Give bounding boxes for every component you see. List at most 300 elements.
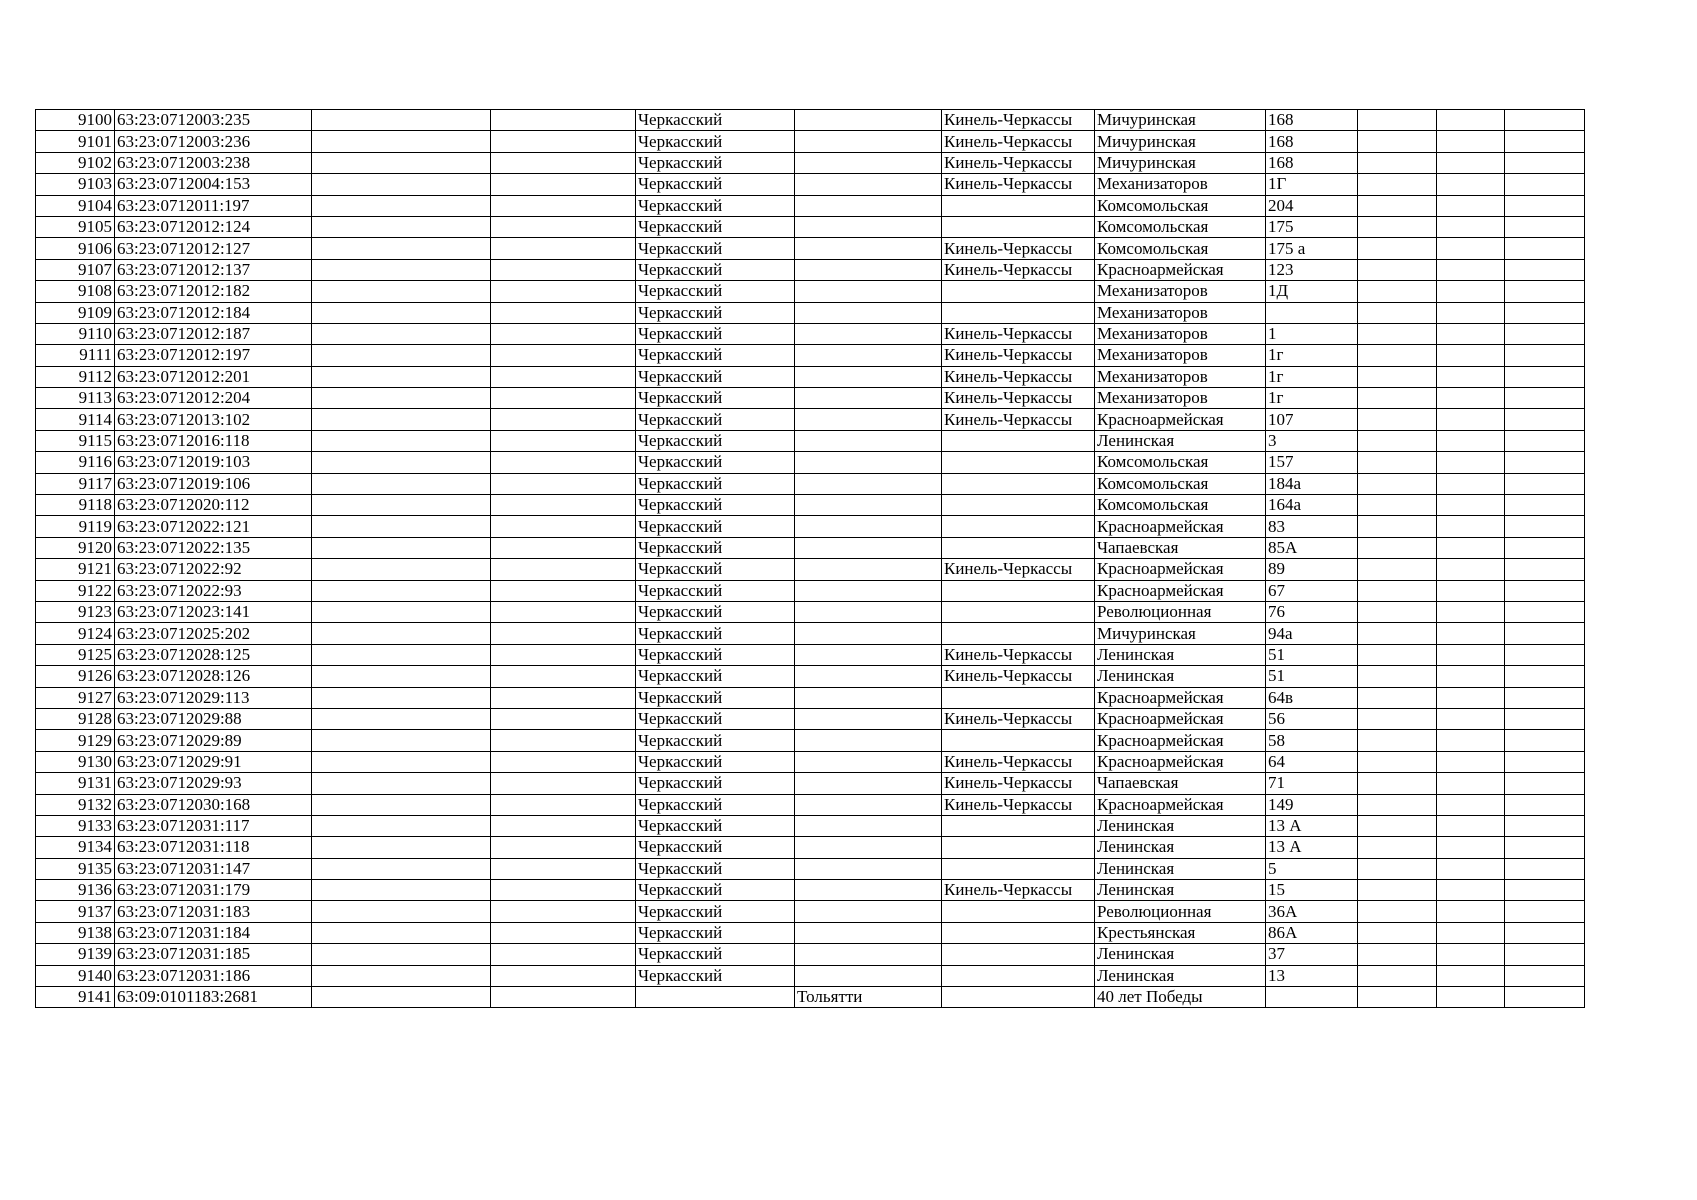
street-cell: Комсомольская	[1095, 452, 1266, 473]
blank-cell-a	[312, 281, 491, 302]
row-number-cell: 9113	[36, 388, 115, 409]
blank-cell-d	[1437, 623, 1505, 644]
city-cell	[795, 452, 942, 473]
settlement-cell: Кинель-Черкассы	[942, 152, 1095, 173]
table-row	[36, 473, 1585, 494]
city-cell	[795, 216, 942, 237]
cadastral-number-cell: 63:23:0712012:187	[115, 323, 312, 344]
district-cell: Черкасский	[636, 195, 795, 216]
street-cell: Революционная	[1095, 601, 1266, 622]
street-cell: Ленинская	[1095, 880, 1266, 901]
blank-cell-d	[1437, 580, 1505, 601]
house-number-cell: 67	[1266, 580, 1358, 601]
blank-cell-c	[1358, 623, 1437, 644]
blank-cell-d	[1437, 473, 1505, 494]
blank-cell-e	[1505, 366, 1585, 387]
row-number-cell: 9117	[36, 473, 115, 494]
blank-cell-a	[312, 131, 491, 152]
street-cell: Механизаторов	[1095, 388, 1266, 409]
district-cell: Черкасский	[636, 516, 795, 537]
house-number-cell: 1г	[1266, 366, 1358, 387]
blank-cell-c	[1358, 922, 1437, 943]
row-number-cell: 9127	[36, 687, 115, 708]
blank-cell-a	[312, 901, 491, 922]
blank-cell-a	[312, 195, 491, 216]
city-cell	[795, 751, 942, 772]
table-row	[36, 965, 1585, 986]
house-number-cell: 89	[1266, 559, 1358, 580]
settlement-cell	[942, 601, 1095, 622]
table-row	[36, 901, 1585, 922]
city-cell	[795, 366, 942, 387]
table-row	[36, 516, 1585, 537]
blank-cell-e	[1505, 281, 1585, 302]
row-number-cell: 9101	[36, 131, 115, 152]
district-cell: Черкасский	[636, 388, 795, 409]
cadastral-number-cell: 63:23:0712012:197	[115, 345, 312, 366]
table-row	[36, 644, 1585, 665]
blank-cell-d	[1437, 409, 1505, 430]
city-cell	[795, 880, 942, 901]
blank-cell-c	[1358, 238, 1437, 259]
cadastral-registry-table	[35, 109, 1585, 1008]
street-cell: Комсомольская	[1095, 238, 1266, 259]
cadastral-number-cell: 63:23:0712031:147	[115, 858, 312, 879]
blank-cell-c	[1358, 708, 1437, 729]
district-cell: Черкасский	[636, 452, 795, 473]
row-number-cell: 9111	[36, 345, 115, 366]
blank-cell-e	[1505, 751, 1585, 772]
table-row	[36, 837, 1585, 858]
blank-cell-a	[312, 815, 491, 836]
blank-cell-c	[1358, 687, 1437, 708]
district-cell: Черкасский	[636, 880, 795, 901]
street-cell: Мичуринская	[1095, 152, 1266, 173]
blank-cell-b	[491, 751, 636, 772]
blank-cell-b	[491, 944, 636, 965]
settlement-cell	[942, 281, 1095, 302]
city-cell	[795, 708, 942, 729]
blank-cell-c	[1358, 302, 1437, 323]
blank-cell-d	[1437, 730, 1505, 751]
blank-cell-a	[312, 644, 491, 665]
blank-cell-d	[1437, 537, 1505, 558]
cadastral-number-cell: 63:23:0712031:184	[115, 922, 312, 943]
house-number-cell: 94а	[1266, 623, 1358, 644]
blank-cell-a	[312, 174, 491, 195]
district-cell: Черкасский	[636, 323, 795, 344]
table-row	[36, 323, 1585, 344]
city-cell	[795, 773, 942, 794]
settlement-cell: Кинель-Черкассы	[942, 751, 1095, 772]
settlement-cell	[942, 516, 1095, 537]
blank-cell-e	[1505, 965, 1585, 986]
row-number-cell: 9122	[36, 580, 115, 601]
blank-cell-b	[491, 388, 636, 409]
street-cell: Красноармейская	[1095, 708, 1266, 729]
blank-cell-b	[491, 965, 636, 986]
district-cell: Черкасский	[636, 901, 795, 922]
street-cell: Механизаторов	[1095, 281, 1266, 302]
city-cell	[795, 388, 942, 409]
table-row	[36, 944, 1585, 965]
blank-cell-c	[1358, 580, 1437, 601]
house-number-cell: 51	[1266, 644, 1358, 665]
house-number-cell: 13 А	[1266, 837, 1358, 858]
row-number-cell: 9120	[36, 537, 115, 558]
row-number-cell: 9124	[36, 623, 115, 644]
blank-cell-e	[1505, 987, 1585, 1008]
blank-cell-a	[312, 880, 491, 901]
blank-cell-a	[312, 601, 491, 622]
street-cell: Комсомольская	[1095, 195, 1266, 216]
district-cell: Черкасский	[636, 837, 795, 858]
blank-cell-d	[1437, 666, 1505, 687]
blank-cell-b	[491, 452, 636, 473]
table-row	[36, 110, 1585, 131]
row-number-cell: 9141	[36, 987, 115, 1008]
blank-cell-d	[1437, 601, 1505, 622]
blank-cell-e	[1505, 623, 1585, 644]
blank-cell-d	[1437, 259, 1505, 280]
blank-cell-e	[1505, 388, 1585, 409]
house-number-cell: 1г	[1266, 388, 1358, 409]
cadastral-number-cell: 63:23:0712028:126	[115, 666, 312, 687]
blank-cell-d	[1437, 323, 1505, 344]
cadastral-number-cell: 63:23:0712012:201	[115, 366, 312, 387]
city-cell	[795, 473, 942, 494]
blank-cell-a	[312, 388, 491, 409]
house-number-cell: 15	[1266, 880, 1358, 901]
city-cell	[795, 195, 942, 216]
blank-cell-e	[1505, 452, 1585, 473]
blank-cell-c	[1358, 430, 1437, 451]
blank-cell-d	[1437, 516, 1505, 537]
blank-cell-d	[1437, 366, 1505, 387]
blank-cell-a	[312, 922, 491, 943]
blank-cell-a	[312, 473, 491, 494]
cadastral-number-cell: 63:23:0712011:197	[115, 195, 312, 216]
blank-cell-c	[1358, 815, 1437, 836]
house-number-cell: 168	[1266, 131, 1358, 152]
settlement-cell	[942, 195, 1095, 216]
district-cell: Черкасский	[636, 366, 795, 387]
house-number-cell: 64	[1266, 751, 1358, 772]
house-number-cell: 3	[1266, 430, 1358, 451]
district-cell: Черкасский	[636, 922, 795, 943]
house-number-cell	[1266, 302, 1358, 323]
street-cell: Революционная	[1095, 901, 1266, 922]
blank-cell-b	[491, 495, 636, 516]
table-row	[36, 559, 1585, 580]
settlement-cell: Кинель-Черкассы	[942, 238, 1095, 259]
city-cell	[795, 409, 942, 430]
settlement-cell	[942, 216, 1095, 237]
street-cell: Механизаторов	[1095, 366, 1266, 387]
blank-cell-d	[1437, 944, 1505, 965]
blank-cell-d	[1437, 195, 1505, 216]
city-cell	[795, 323, 942, 344]
blank-cell-e	[1505, 666, 1585, 687]
street-cell: Красноармейская	[1095, 751, 1266, 772]
table-row	[36, 580, 1585, 601]
blank-cell-e	[1505, 815, 1585, 836]
blank-cell-d	[1437, 773, 1505, 794]
blank-cell-c	[1358, 794, 1437, 815]
city-cell	[795, 174, 942, 195]
row-number-cell: 9136	[36, 880, 115, 901]
blank-cell-c	[1358, 195, 1437, 216]
city-cell	[795, 730, 942, 751]
blank-cell-a	[312, 944, 491, 965]
blank-cell-e	[1505, 131, 1585, 152]
settlement-cell	[942, 837, 1095, 858]
blank-cell-c	[1358, 131, 1437, 152]
row-number-cell: 9128	[36, 708, 115, 729]
district-cell: Черкасский	[636, 559, 795, 580]
blank-cell-e	[1505, 794, 1585, 815]
blank-cell-a	[312, 323, 491, 344]
blank-cell-c	[1358, 409, 1437, 430]
blank-cell-a	[312, 965, 491, 986]
row-number-cell: 9116	[36, 452, 115, 473]
cadastral-number-cell: 63:23:0712012:124	[115, 216, 312, 237]
cadastral-number-cell: 63:23:0712031:183	[115, 901, 312, 922]
cadastral-number-cell: 63:23:0712031:117	[115, 815, 312, 836]
house-number-cell: 13 А	[1266, 815, 1358, 836]
row-number-cell: 9108	[36, 281, 115, 302]
settlement-cell	[942, 580, 1095, 601]
blank-cell-b	[491, 131, 636, 152]
settlement-cell: Кинель-Черкассы	[942, 409, 1095, 430]
blank-cell-e	[1505, 409, 1585, 430]
document-sheet	[35, 109, 1585, 1008]
city-cell	[795, 580, 942, 601]
house-number-cell: 107	[1266, 409, 1358, 430]
settlement-cell: Кинель-Черкассы	[942, 366, 1095, 387]
cadastral-number-cell: 63:23:0712019:103	[115, 452, 312, 473]
row-number-cell: 9126	[36, 666, 115, 687]
row-number-cell: 9137	[36, 901, 115, 922]
street-cell: Мичуринская	[1095, 110, 1266, 131]
blank-cell-a	[312, 987, 491, 1008]
blank-cell-a	[312, 751, 491, 772]
city-cell: Тольятти	[795, 987, 942, 1008]
street-cell: Красноармейская	[1095, 687, 1266, 708]
table-row	[36, 216, 1585, 237]
blank-cell-e	[1505, 216, 1585, 237]
table-row	[36, 195, 1585, 216]
row-number-cell: 9106	[36, 238, 115, 259]
cadastral-number-cell: 63:23:0712022:93	[115, 580, 312, 601]
settlement-cell: Кинель-Черкассы	[942, 708, 1095, 729]
blank-cell-c	[1358, 730, 1437, 751]
blank-cell-a	[312, 837, 491, 858]
house-number-cell: 164а	[1266, 495, 1358, 516]
blank-cell-a	[312, 537, 491, 558]
cadastral-number-cell: 63:23:0712023:141	[115, 601, 312, 622]
row-number-cell: 9121	[36, 559, 115, 580]
district-cell: Черкасский	[636, 409, 795, 430]
house-number-cell: 1г	[1266, 345, 1358, 366]
street-cell: Механизаторов	[1095, 345, 1266, 366]
blank-cell-d	[1437, 559, 1505, 580]
street-cell: Комсомольская	[1095, 473, 1266, 494]
row-number-cell: 9118	[36, 495, 115, 516]
district-cell: Черкасский	[636, 152, 795, 173]
settlement-cell	[942, 473, 1095, 494]
blank-cell-c	[1358, 452, 1437, 473]
settlement-cell: Кинель-Черкассы	[942, 388, 1095, 409]
house-number-cell: 51	[1266, 666, 1358, 687]
street-cell: Ленинская	[1095, 644, 1266, 665]
street-cell: Ленинская	[1095, 815, 1266, 836]
blank-cell-a	[312, 580, 491, 601]
cadastral-number-cell: 63:23:0712003:238	[115, 152, 312, 173]
settlement-cell: Кинель-Черкассы	[942, 345, 1095, 366]
blank-cell-d	[1437, 708, 1505, 729]
blank-cell-b	[491, 259, 636, 280]
cadastral-number-cell: 63:23:0712029:93	[115, 773, 312, 794]
blank-cell-a	[312, 366, 491, 387]
table-row	[36, 687, 1585, 708]
table-row	[36, 880, 1585, 901]
table-row	[36, 987, 1585, 1008]
cadastral-number-cell: 63:23:0712003:235	[115, 110, 312, 131]
row-number-cell: 9110	[36, 323, 115, 344]
table-row	[36, 366, 1585, 387]
blank-cell-b	[491, 773, 636, 794]
row-number-cell: 9138	[36, 922, 115, 943]
district-cell: Черкасский	[636, 238, 795, 259]
settlement-cell	[942, 730, 1095, 751]
blank-cell-d	[1437, 238, 1505, 259]
street-cell: Механизаторов	[1095, 323, 1266, 344]
blank-cell-b	[491, 152, 636, 173]
cadastral-number-cell: 63:23:0712022:135	[115, 537, 312, 558]
blank-cell-c	[1358, 944, 1437, 965]
house-number-cell: 76	[1266, 601, 1358, 622]
city-cell	[795, 537, 942, 558]
district-cell: Черкасский	[636, 259, 795, 280]
blank-cell-e	[1505, 944, 1585, 965]
blank-cell-e	[1505, 174, 1585, 195]
blank-cell-d	[1437, 751, 1505, 772]
city-cell	[795, 815, 942, 836]
street-cell: Ленинская	[1095, 430, 1266, 451]
row-number-cell: 9132	[36, 794, 115, 815]
blank-cell-c	[1358, 388, 1437, 409]
blank-cell-b	[491, 516, 636, 537]
blank-cell-b	[491, 430, 636, 451]
district-cell: Черкасский	[636, 216, 795, 237]
district-cell	[636, 987, 795, 1008]
blank-cell-b	[491, 794, 636, 815]
blank-cell-a	[312, 452, 491, 473]
row-number-cell: 9130	[36, 751, 115, 772]
blank-cell-a	[312, 409, 491, 430]
blank-cell-a	[312, 238, 491, 259]
cadastral-number-cell: 63:23:0712012:204	[115, 388, 312, 409]
city-cell	[795, 965, 942, 986]
house-number-cell	[1266, 987, 1358, 1008]
blank-cell-b	[491, 238, 636, 259]
row-number-cell: 9133	[36, 815, 115, 836]
blank-cell-a	[312, 259, 491, 280]
district-cell: Черкасский	[636, 110, 795, 131]
blank-cell-a	[312, 730, 491, 751]
blank-cell-c	[1358, 366, 1437, 387]
house-number-cell: 1Г	[1266, 174, 1358, 195]
registry-table-body	[36, 110, 1585, 1008]
blank-cell-b	[491, 473, 636, 494]
house-number-cell: 175	[1266, 216, 1358, 237]
blank-cell-d	[1437, 430, 1505, 451]
cadastral-number-cell: 63:23:0712022:92	[115, 559, 312, 580]
blank-cell-d	[1437, 495, 1505, 516]
blank-cell-e	[1505, 238, 1585, 259]
cadastral-number-cell: 63:23:0712029:89	[115, 730, 312, 751]
settlement-cell: Кинель-Черкассы	[942, 259, 1095, 280]
district-cell: Черкасский	[636, 687, 795, 708]
street-cell: Крестьянская	[1095, 922, 1266, 943]
blank-cell-a	[312, 110, 491, 131]
district-cell: Черкасский	[636, 174, 795, 195]
blank-cell-a	[312, 773, 491, 794]
cadastral-number-cell: 63:23:0712016:118	[115, 430, 312, 451]
blank-cell-a	[312, 495, 491, 516]
city-cell	[795, 922, 942, 943]
city-cell	[795, 131, 942, 152]
cadastral-number-cell: 63:23:0712022:121	[115, 516, 312, 537]
cadastral-number-cell: 63:23:0712012:182	[115, 281, 312, 302]
row-number-cell: 9114	[36, 409, 115, 430]
house-number-cell: 1	[1266, 323, 1358, 344]
cadastral-number-cell: 63:23:0712012:184	[115, 302, 312, 323]
blank-cell-e	[1505, 516, 1585, 537]
blank-cell-e	[1505, 537, 1585, 558]
city-cell	[795, 644, 942, 665]
district-cell: Черкасский	[636, 580, 795, 601]
blank-cell-c	[1358, 901, 1437, 922]
city-cell	[795, 281, 942, 302]
city-cell	[795, 345, 942, 366]
row-number-cell: 9131	[36, 773, 115, 794]
city-cell	[795, 858, 942, 879]
blank-cell-b	[491, 815, 636, 836]
blank-cell-a	[312, 687, 491, 708]
blank-cell-e	[1505, 773, 1585, 794]
district-cell: Черкасский	[636, 495, 795, 516]
cadastral-number-cell: 63:23:0712025:202	[115, 623, 312, 644]
table-row	[36, 152, 1585, 173]
table-row	[36, 452, 1585, 473]
cadastral-number-cell: 63:23:0712029:88	[115, 708, 312, 729]
city-cell	[795, 837, 942, 858]
district-cell: Черкасский	[636, 773, 795, 794]
house-number-cell: 168	[1266, 152, 1358, 173]
blank-cell-b	[491, 409, 636, 430]
blank-cell-c	[1358, 495, 1437, 516]
settlement-cell	[942, 987, 1095, 1008]
district-cell: Черкасский	[636, 473, 795, 494]
district-cell: Черкасский	[636, 302, 795, 323]
blank-cell-d	[1437, 345, 1505, 366]
blank-cell-d	[1437, 281, 1505, 302]
blank-cell-d	[1437, 837, 1505, 858]
blank-cell-e	[1505, 580, 1585, 601]
settlement-cell	[942, 537, 1095, 558]
